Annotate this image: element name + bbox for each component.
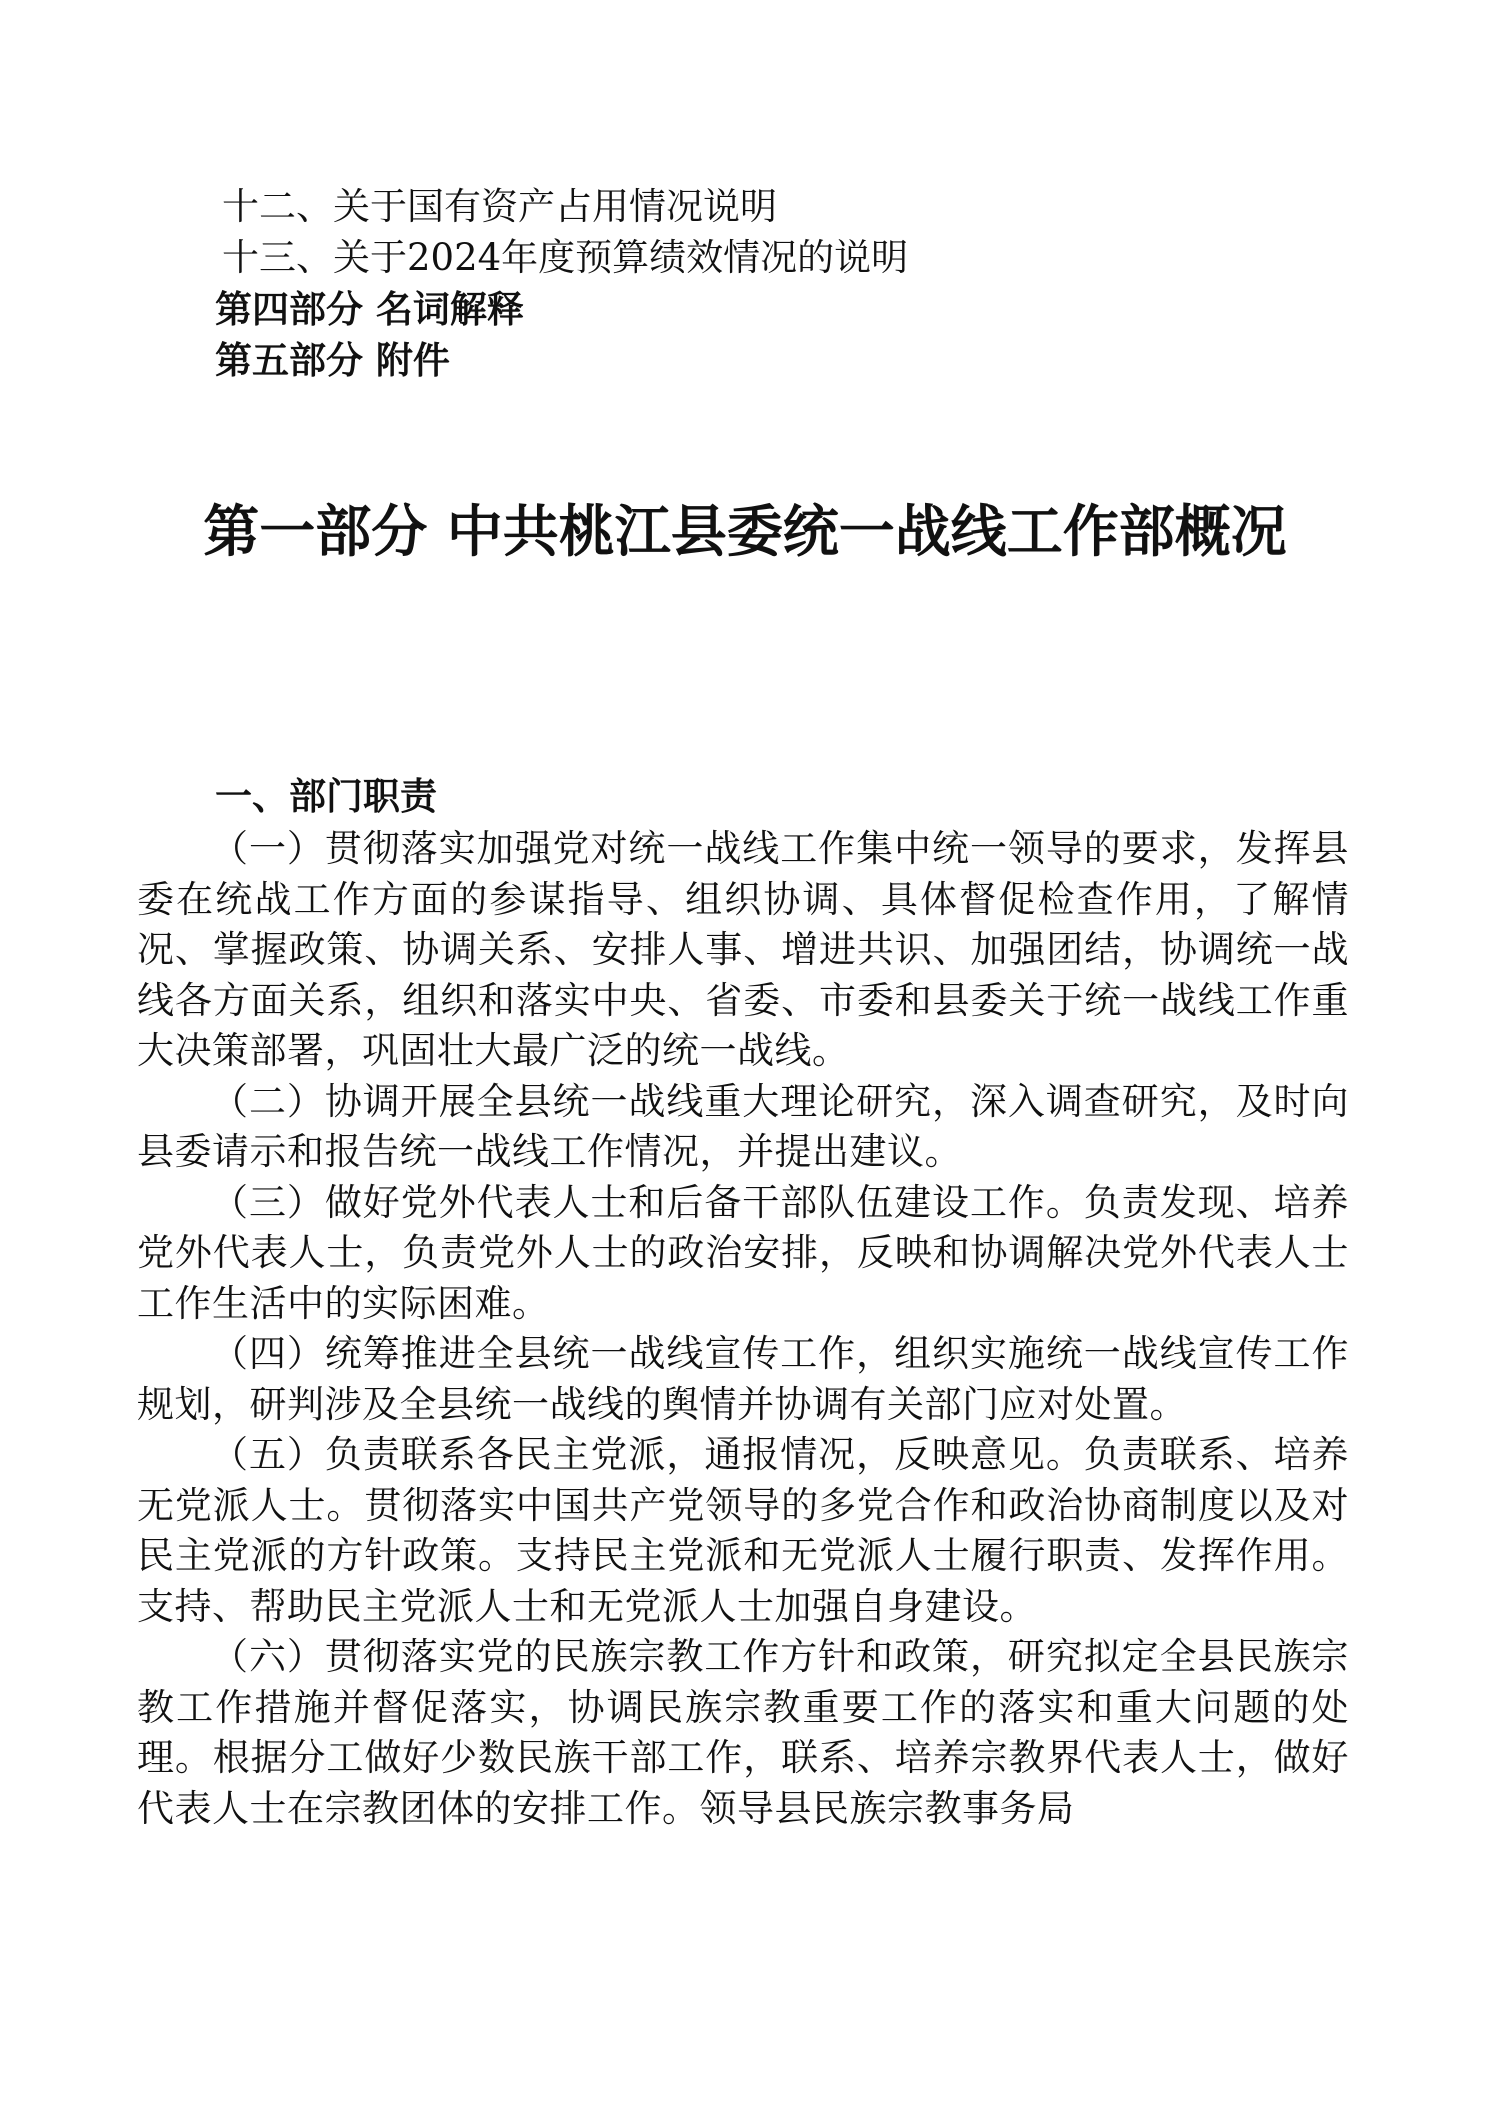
duty-paragraph: （二）协调开展全县统一战线重大理论研究，深入调查研究，及时向县委请示和报告统一战线工作情况，并提出建议。 (137, 1079, 1349, 1173)
toc-part: 第五部分 附件 (215, 339, 450, 382)
toc-part: 第四部分 名词解释 (215, 288, 524, 331)
section-heading: 一、部门职责 (215, 775, 437, 818)
toc-item: 十三、关于2024年度预算绩效情况的说明 (222, 236, 909, 279)
section-body (137, 824, 1349, 1834)
duty-paragraph: （一）贯彻落实加强党对统一战线工作集中统一领导的要求，发挥县委在统战工作方面的参谋指导、组织协调、具体督促检查作用，了解情况、掌握政策、协调关系、安排人事、增进共识、加强团结，协调统一战线各方面关系，组织和落实中央、省委、市委和县委关于统一战线工作重大决策部署，巩固壮大最广泛的统一战线。 (137, 827, 1349, 1072)
toc-item: 十二、关于国有资产占用情况说明 (222, 185, 777, 228)
duty-paragraph: （三）做好党外代表人士和后备干部队伍建设工作。负责发现、培养党外代表人士，负责党外人士的政治安排，反映和协调解决党外代表人士工作生活中的实际困难。 (137, 1180, 1349, 1325)
duty-paragraph: （四）统筹推进全县统一战线宣传工作，组织实施统一战线宣传工作规划，研判涉及全县统一战线的舆情并协调有关部门应对处置。 (137, 1332, 1349, 1426)
duty-paragraph: （五）负责联系各民主党派，通报情况，反映意见。负责联系、培养无党派人士。贯彻落实中国共产党领导的多党合作和政治协商制度以及对民主党派的方针政策。支持民主党派和无党派人士履行职责、发挥作用。支持、帮助民主党派人士和无党派人士加强自身建设。 (137, 1433, 1349, 1628)
duty-paragraph: （六）贯彻落实党的民族宗教工作方针和政策，研究拟定全县民族宗教工作措施并督促落实，协调民族宗教重要工作的落实和重大问题的处理。根据分工做好少数民族干部工作，联系、培养宗教界代表人士，做好代表人士在宗教团体的安排工作。领导县民族宗教事务局 (137, 1635, 1349, 1830)
part-title: 第一部分 中共桃江县委统一战线工作部概况 (203, 500, 1287, 565)
